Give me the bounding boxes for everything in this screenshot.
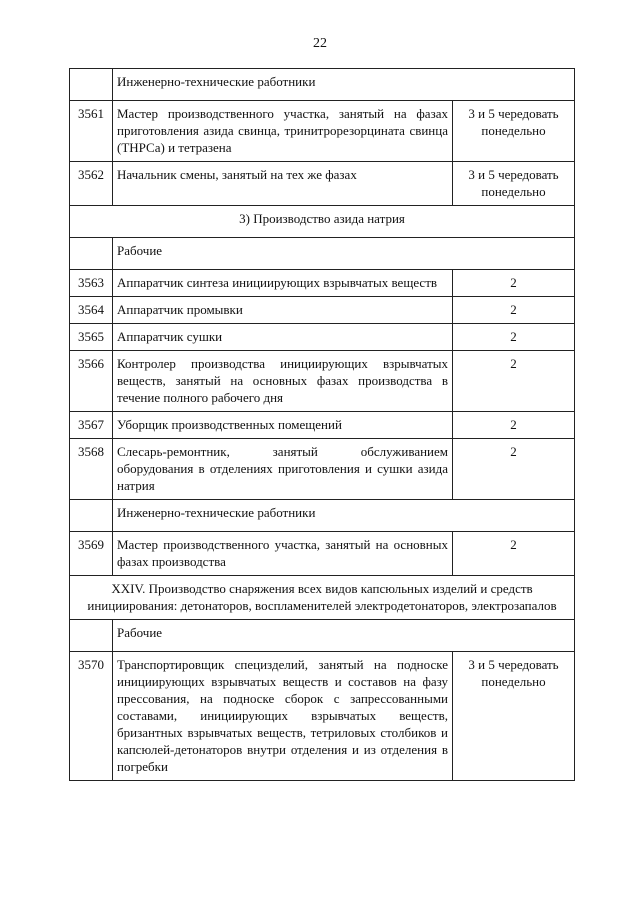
profession-cell: Аппаратчик промывки — [113, 297, 453, 324]
code-cell: 3564 — [70, 297, 113, 324]
page-number: 22 — [313, 36, 327, 51]
profession-cell: Аппаратчик сушки — [113, 324, 453, 351]
group-header-row — [70, 69, 575, 101]
leave-days-cell: 2 — [453, 412, 575, 439]
table-row — [70, 162, 575, 206]
chapter-header-row — [70, 576, 575, 620]
group-title: Рабочие — [113, 620, 575, 652]
profession-cell: Контролер производства инициирующих взрывчатых веществ, занятый на основных фазах производства в течение полного рабочего дня — [113, 351, 453, 412]
empty-code-cell — [70, 500, 113, 532]
table-row — [70, 297, 575, 324]
empty-code-cell — [70, 238, 113, 270]
table-row — [70, 351, 575, 412]
profession-cell: Начальник смены, занятый на тех же фазах — [113, 162, 453, 206]
leave-days-cell: 3 и 5 чередовать понедельно — [453, 101, 575, 162]
group-title: Рабочие — [113, 238, 575, 270]
profession-cell: Мастер производственного участка, занятый на фазах приготовления азида свинца, тринитрорезорцината свинца (ТНРСа) и тетразена — [113, 101, 453, 162]
empty-code-cell — [70, 620, 113, 652]
table-row — [70, 324, 575, 351]
group-title: Инженерно-технические работники — [113, 69, 575, 101]
table-row — [70, 532, 575, 576]
profession-table — [69, 68, 575, 781]
code-cell: 3568 — [70, 439, 113, 500]
table-row — [70, 412, 575, 439]
leave-days-cell: 2 — [453, 532, 575, 576]
leave-days-cell: 2 — [453, 297, 575, 324]
group-header-row — [70, 620, 575, 652]
leave-days-cell: 2 — [453, 439, 575, 500]
code-cell: 3562 — [70, 162, 113, 206]
profession-cell: Мастер производственного участка, занятый на основных фазах производства — [113, 532, 453, 576]
code-cell: 3566 — [70, 351, 113, 412]
code-cell: 3561 — [70, 101, 113, 162]
profession-cell: Слесарь-ремонтник, занятый обслуживанием оборудования в отделениях приготовления и сушки азида натрия — [113, 439, 453, 500]
code-cell: 3565 — [70, 324, 113, 351]
section-title: 3) Производство азида натрия — [70, 206, 575, 238]
leave-days-cell: 2 — [453, 351, 575, 412]
leave-days-cell: 3 и 5 чередовать понедельно — [453, 652, 575, 781]
table-row — [70, 652, 575, 781]
leave-days-cell: 2 — [453, 324, 575, 351]
profession-cell: Уборщик производственных помещений — [113, 412, 453, 439]
code-cell: 3570 — [70, 652, 113, 781]
table-row — [70, 439, 575, 500]
group-header-row — [70, 500, 575, 532]
code-cell: 3563 — [70, 270, 113, 297]
empty-code-cell — [70, 69, 113, 101]
profession-cell: Аппаратчик синтеза инициирующих взрывчатых веществ — [113, 270, 453, 297]
group-title: Инженерно-технические работники — [113, 500, 575, 532]
chapter-title: XXIV. Производство снаряжения всех видов капсюльных изделий и средств инициирования: детонаторов, воспламенителей электродетонаторов, электрозапалов — [70, 576, 575, 620]
leave-days-cell: 2 — [453, 270, 575, 297]
table-row — [70, 270, 575, 297]
code-cell: 3567 — [70, 412, 113, 439]
table-row — [70, 101, 575, 162]
profession-cell: Транспортировщик специзделий, занятый на подноске инициирующих взрывчатых веществ и составов на фазу прессования, на подноске сборок с запрессованными составами, инициирующих взрывчатых веществ, бризантных взрывчатых веществ, тетриловых столбиков и капсюлей-детонаторов внутри отделения и из отделения в погребки — [113, 652, 453, 781]
group-header-row — [70, 238, 575, 270]
section-header-row — [70, 206, 575, 238]
leave-days-cell: 3 и 5 чередовать понедельно — [453, 162, 575, 206]
code-cell: 3569 — [70, 532, 113, 576]
